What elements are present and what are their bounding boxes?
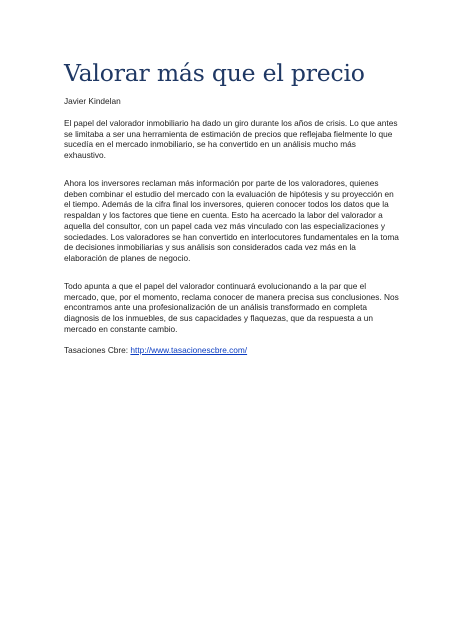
paragraph-line: sucedía en el mercado inmobiliario, se ha convertido en un análisis mucho más xyxy=(64,139,356,150)
paragraph-line: deben combinar el estudio del mercado con la evaluación de hipótesis y su proyección en xyxy=(64,188,394,199)
paragraph-1 xyxy=(64,118,398,161)
article-title: Valorar más que el precio xyxy=(64,59,365,87)
paragraph-line: mercado, que, por el momento, reclama conocer de manera precisa sus conclusiones. Nos xyxy=(64,291,399,302)
source-link[interactable]: http://www.tasacionescbre.com/ xyxy=(130,345,248,355)
paragraph-line: el tiempo. Además de la cifra final los inversores, quieren conocer todos los datos que la xyxy=(64,199,389,210)
paragraph-line: sociedades. Los valoradores se han convertido en interlocutores fundamentales en la toma xyxy=(64,231,399,242)
paragraph-line: aquella del consultor, con un papel cada vez más vinculado con las especializaciones y xyxy=(64,220,386,231)
article-author: Javier Kindelan xyxy=(64,96,121,106)
paragraph-line: elaboración de planes de negocio. xyxy=(64,252,191,263)
paragraph-2 xyxy=(64,178,399,264)
paragraph-line: El papel del valorador inmobiliario ha dado un giro durante los años de crisis. Lo que antes xyxy=(64,118,398,128)
paragraph-line: mercado en constante cambio. xyxy=(64,323,178,334)
paragraph-line: Todo apunta a que el papel del valorador continuará evolucionando a la par que el xyxy=(64,281,367,291)
source-label: Tasaciones Cbre: xyxy=(64,345,131,355)
paragraph-3 xyxy=(64,281,399,335)
paragraph-line: diagnosis de los inmuebles, de sus capacidades y flaquezas, que da respuesta a un xyxy=(64,313,374,324)
paragraph-line: Ahora los inversores reclaman más información por parte de los valoradores, quienes xyxy=(64,178,379,188)
paragraph-line: respaldan y los factores que tiene en cuenta. Esto ha acercado la labor del valorador a xyxy=(64,210,383,221)
paragraph-line: encontramos ante una profesionalización de un análisis transformado en completa xyxy=(64,302,368,313)
paragraph-line: exhaustivo. xyxy=(64,150,106,161)
source-line xyxy=(64,345,247,356)
paragraph-line: de decisiones inmobiliarias y sus análisis son considerados cada vez más en la xyxy=(64,242,356,253)
paragraph-line: se limitaba a ser una herramienta de estimación de precios que reflejaba fielmente lo que xyxy=(64,128,393,139)
